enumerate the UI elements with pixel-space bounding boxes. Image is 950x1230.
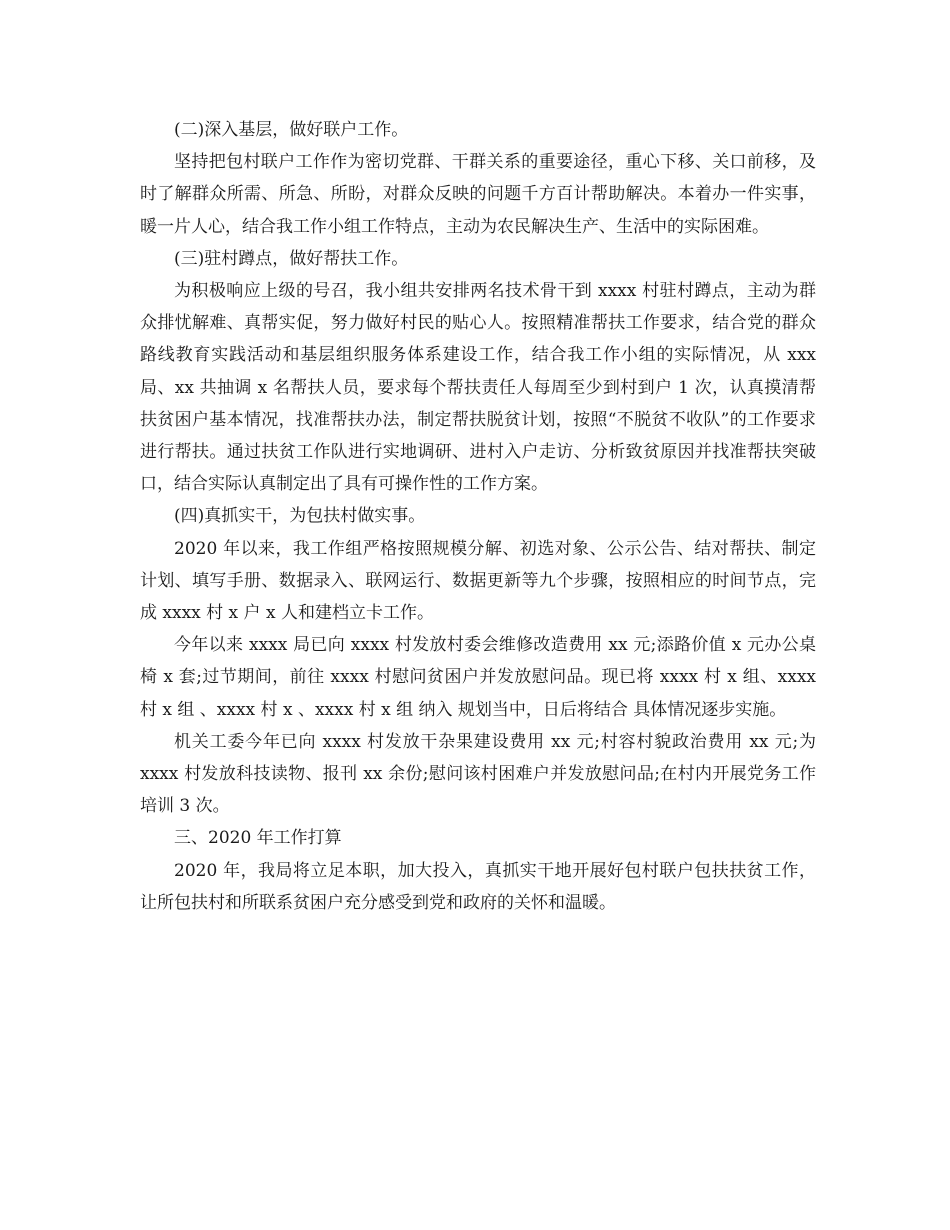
body-paragraph: 2020 年，我局将立足本职，加大投入，真抓实干地开展好包村联户包扶扶贫工作，让所包扶村和所联系贫困户充分感受到党和政府的关怀和温暖。 xyxy=(140,860,816,913)
body-paragraph: 机关工委今年已向 xxxx 村发放干杂果建设费用 xx 元;村容村貌政治费用 xx 元;为 xxxx 村发放科技读物、报刊 xx 余份;慰问该村困难户并发放慰问品;在村内开展党务工作培训 3 次。 xyxy=(140,731,816,817)
section-heading-4: (四)真抓实干，为包扶村做实事。 xyxy=(174,506,426,527)
body-paragraph: 坚持把包村联户工作作为密切党群、干群关系的重要途径，重心下移、关口前移，及时了解群众所需、所急、所盼，对群众反映的问题千方百计帮助解决。本着办一件实事，暖一片人心，结合我工作小组工作特点，主动为农民解决生产、生活中的实际困难。 xyxy=(140,152,816,237)
document-body xyxy=(140,114,816,919)
body-paragraph: 今年以来 xxxx 局已向 xxxx 村发放村委会维修改造费用 xx 元;添路价值 x 元办公桌椅 x 套;过节期间，前往 xxxx 村慰问贫困户并发放慰问品。现已将 xxxx 村 x 组、xxxx 村 x 组 、xxxx 村 x 、xxxx 村 x 组 纳入 规划当中，日后将结合 具体情况逐步实施。 xyxy=(140,635,816,720)
body-paragraph: 2020 年以来，我工作组严格按照规模分解、初选对象、公示公告、结对帮扶、制定计划、填写手册、数据录入、联网运行、数据更新等九个步骤，按照相应的时间节点，完成 xxxx 村 x 户 x 人和建档立卡工作。 xyxy=(140,538,816,624)
section-heading-3: (三)驻村蹲点，做好帮扶工作。 xyxy=(174,248,409,269)
section-heading-plan: 三、2020 年工作打算 xyxy=(174,828,342,849)
body-paragraph: 为积极响应上级的号召，我小组共安排两名技术骨干到 xxxx 村驻村蹲点，主动为群众排忧解难、真帮实促，努力做好村民的贴心人。按照精准帮扶工作要求，结合党的群众路线教育实践活动和基层组织服务体系建设工作，结合我工作小组的实际情况，从 xxx 局、xx 共抽调 x 名帮扶人员，要求每个帮扶责任人每周至少到村到户 1 次，认真摸清帮扶贫困户基本情况，找准帮扶办法，制定帮扶脱贫计划，按照“不脱贫不收队”的工作要求进行帮扶。通过扶贫工作队进行实地调研、进村入户走访、分析致贫原因并找准帮扶突破口，结合实际认真制定出了具有可操作性的工作方案。 xyxy=(140,281,816,495)
section-heading-2: (二)深入基层，做好联户工作。 xyxy=(174,120,409,140)
